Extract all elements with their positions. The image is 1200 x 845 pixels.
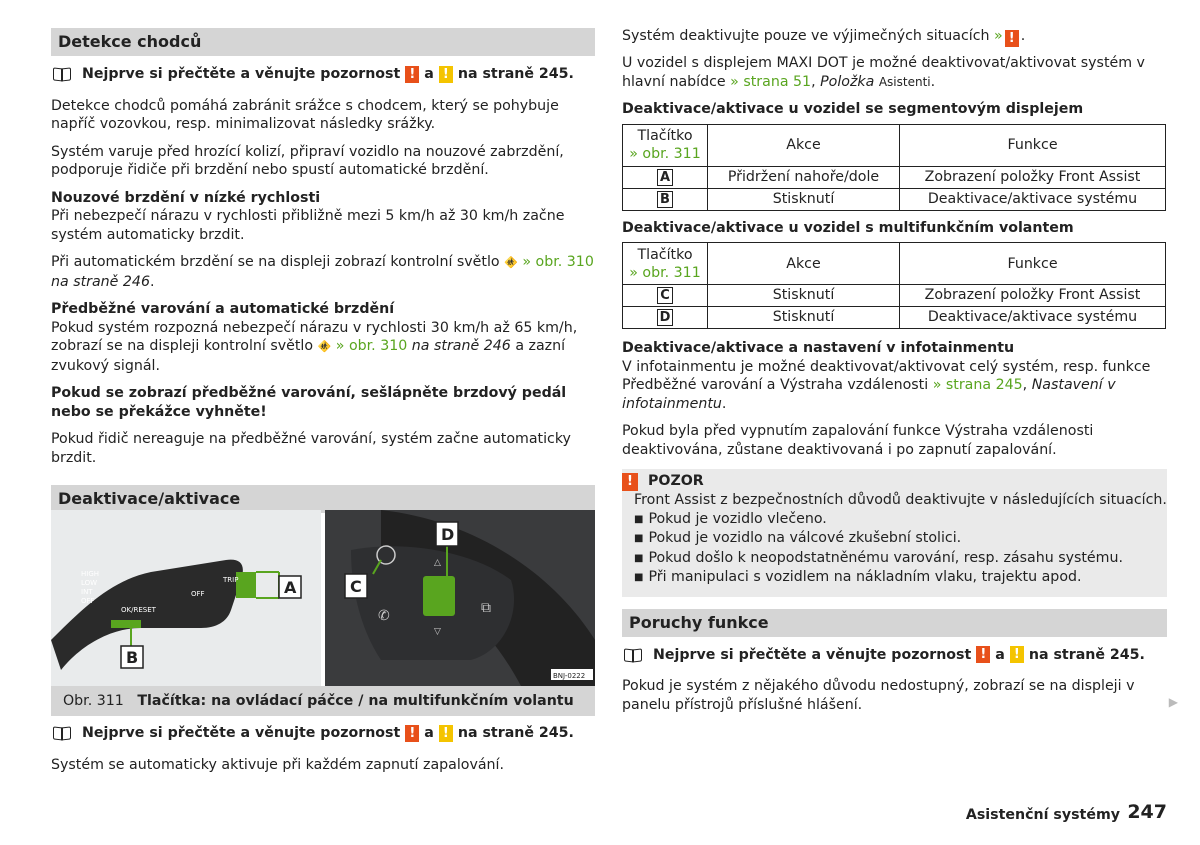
warning-red-icon: ! bbox=[1005, 30, 1019, 47]
left-column-bottom bbox=[51, 724, 595, 774]
cell-action: Přidržení nahoře/dole bbox=[708, 166, 900, 188]
warning-red-icon: ! bbox=[405, 725, 419, 742]
arrow-down-icon: ▽ bbox=[434, 627, 441, 637]
callout-label-a: A bbox=[284, 578, 297, 597]
list-item: ■ Pokud je vozidlo vlečeno. bbox=[634, 510, 1167, 530]
menu-path: Nastavení v infotainmentu bbox=[622, 377, 1116, 412]
stalk-label-off: OFF bbox=[81, 597, 95, 605]
header-button-text: Tlačítko bbox=[637, 246, 693, 263]
stalk-rocker-a bbox=[236, 572, 256, 598]
menu-item-label: Položka bbox=[820, 73, 875, 90]
exceptional-paragraph: Systém deaktivujte pouze ve výjimečných situacích » ! . bbox=[622, 28, 1026, 46]
read-first-text: Nejprve si přečtěte a věnujte pozornost bbox=[82, 725, 401, 741]
table-header-row bbox=[623, 124, 1166, 166]
page-number: 247 bbox=[1127, 801, 1167, 823]
warning-intro: Front Assist z bezpečnostních důvodů deaktivujte v následujících situacích. bbox=[634, 492, 1167, 508]
read-first-notice bbox=[51, 724, 595, 743]
warning-yellow-icon: ! bbox=[1010, 646, 1024, 663]
header-button-link[interactable]: » obr. 311 bbox=[629, 264, 701, 281]
figure-link[interactable]: » obr. 310 bbox=[522, 254, 594, 270]
callout-label-b: B bbox=[126, 648, 139, 667]
text: Pokud systém rozpozná nebezpečí nárazu v rychlosti 30 km/h až 65 km/h, zobrazí se na displeji kontrolní světlo bbox=[51, 319, 578, 354]
warning-link[interactable]: » bbox=[994, 28, 1003, 44]
bold-warning-paragraph: Pokud se zobrazí předběžné varování, sešlápněte brzdový pedál nebo se překážce vyhněte! bbox=[51, 385, 567, 420]
text: U vozidel s displejem MAXI DOT je možné deaktivovat/aktivovat systém v hlavní nabídce bbox=[622, 55, 1145, 90]
cell-key bbox=[623, 307, 708, 329]
read-first-page: na straně 245. bbox=[457, 725, 574, 741]
mode-icon: ⧉ bbox=[481, 600, 491, 616]
header-action: Akce bbox=[708, 243, 900, 285]
menu-item-name: Asistenti bbox=[878, 74, 931, 89]
text: Při automatickém brzdění se na displeji zobrazí kontrolní světlo bbox=[51, 254, 500, 270]
warning-red-icon: ! bbox=[405, 66, 419, 83]
header-function: Funkce bbox=[900, 243, 1166, 285]
read-first-notice bbox=[51, 65, 595, 84]
table-row bbox=[623, 285, 1166, 307]
cell-function: Deaktivace/aktivace systému bbox=[900, 307, 1166, 329]
stalk-label-off-2: OFF bbox=[191, 590, 205, 598]
stalk-label-int: INT bbox=[81, 588, 93, 596]
callout-label-c: C bbox=[350, 577, 362, 596]
figure-link[interactable]: » obr. 310 bbox=[335, 338, 408, 354]
figure-caption bbox=[51, 686, 595, 716]
text: a zazní zvukový signál. bbox=[51, 338, 566, 374]
warning-header bbox=[622, 469, 1167, 491]
paragraph: Při nebezpečí nárazu v rychlosti přibližně mezi 5 km/h až 30 km/h začne systém automaticky brzdit. bbox=[51, 208, 565, 243]
page-ref: na straně 246 bbox=[51, 273, 150, 290]
table-row bbox=[623, 166, 1166, 188]
figure-caption-text: Tlačítka: na ovládací páčce / na multifunkčním volantu bbox=[137, 693, 574, 709]
footer-section-title: Asistenční systémy bbox=[965, 807, 1120, 823]
page-link[interactable]: » strana 51 bbox=[730, 73, 812, 90]
warning-red-icon: ! bbox=[976, 646, 990, 663]
table-segment-display bbox=[622, 124, 1166, 211]
phone-icon: ✆ bbox=[378, 608, 390, 624]
stalk-label-low: LOW bbox=[81, 579, 98, 587]
cell-function: Zobrazení položky Front Assist bbox=[900, 166, 1166, 188]
cell-key bbox=[623, 188, 708, 210]
paragraph: Systém se automaticky aktivuje při každém zapnutí zapalování. bbox=[51, 756, 504, 773]
cell-action: Stisknutí bbox=[708, 307, 900, 329]
header-function: Funkce bbox=[900, 124, 1166, 166]
pedestrian-warning-icon: 🚸 bbox=[504, 256, 518, 269]
figure-311 bbox=[51, 510, 595, 715]
continue-arrow-icon: ▶ bbox=[1168, 695, 1178, 709]
read-first-text: Nejprve si přečtěte a věnujte pozornost bbox=[653, 646, 972, 663]
header-button bbox=[623, 124, 708, 166]
right-column bbox=[622, 27, 1167, 714]
stalk-label-trip: TRIP bbox=[223, 576, 239, 584]
read-first-and: a bbox=[424, 725, 434, 741]
cell-action: Stisknutí bbox=[708, 285, 900, 307]
read-first-page: na straně 245. bbox=[1028, 646, 1145, 663]
read-first-text: Nejprve si přečtěte a věnujte pozornost bbox=[82, 66, 401, 82]
stalk-button-b bbox=[111, 620, 141, 628]
key-tag: A bbox=[657, 169, 673, 186]
subheading: Nouzové brzdění v nízké rychlosti bbox=[51, 189, 321, 206]
cell-function: Deaktivace/aktivace systému bbox=[900, 188, 1166, 210]
text: V infotainmentu je možné deaktivovat/aktivovat celý systém, resp. funkce Předběžné varování a Výstraha vzdálenosti bbox=[622, 358, 1151, 393]
subheading: Předběžné varování a automatické brzdění bbox=[51, 301, 395, 317]
left-column bbox=[51, 0, 595, 513]
header-action: Akce bbox=[708, 124, 900, 166]
read-first-notice bbox=[622, 646, 1167, 665]
table1-title: Deaktivace/aktivace u vozidel se segmentovým displejem bbox=[622, 101, 1084, 117]
read-first-and: a bbox=[995, 646, 1005, 663]
low-speed-block bbox=[51, 189, 595, 245]
infotainment-block: Deaktivace/aktivace a nastavení v infotainmentu V infotainmentu je možné deaktivovat/aktivovat celý systém, resp. funkce Předběžné varování a Výstraha vzdálenosti » strana 245, Nastavení v infotainmentu. bbox=[622, 339, 1167, 413]
stalk-label-high: HIGH bbox=[81, 570, 100, 578]
list-item: ■ Při manipulaci s vozidlem na nákladním vlaku, trajektu apod. bbox=[634, 568, 1167, 588]
page-ref: na straně 246 bbox=[411, 338, 511, 354]
table-row bbox=[623, 188, 1166, 210]
text: Systém deaktivujte pouze ve výjimečných situacích bbox=[622, 28, 990, 44]
warning-yellow-icon: ! bbox=[439, 66, 453, 83]
table2-title: Deaktivace/aktivace u vozidel s multifunkčním volantem bbox=[622, 219, 1074, 236]
maxidot-paragraph: U vozidel s displejem MAXI DOT je možné deaktivovat/aktivovat systém v hlavní nabídce » strana 51, Položka Asistenti. bbox=[622, 55, 1145, 90]
pedestrian-warning-icon: 🚸 bbox=[317, 340, 332, 353]
header-button-text: Tlačítko bbox=[637, 128, 693, 144]
table-multifunction-wheel bbox=[622, 242, 1166, 329]
auto-brake-paragraph: Při automatickém brzdění se na displeji zobrazí kontrolní světlo 🚸 » obr. 310 na straně 246. bbox=[51, 254, 594, 290]
warning-red-icon: ! bbox=[622, 473, 638, 491]
header-button bbox=[623, 243, 708, 285]
warning-title: POZOR bbox=[648, 473, 704, 490]
paragraph: Pokud je systém z nějakého důvodu nedostupný, zobrazí se na displeji v panelu přístrojů příslušné hlášení. bbox=[622, 678, 1135, 713]
arrow-up-icon: △ bbox=[434, 558, 441, 568]
paragraph: Detekce chodců pomáhá zabránit srážce s chodcem, který se pohybuje napříč vozovkou, resp. minimalizovat následky srážky. bbox=[51, 97, 559, 132]
read-first-and: a bbox=[424, 66, 434, 82]
stalk-label-okreset: OK/RESET bbox=[121, 606, 156, 614]
list-item: ■ Pokud je vozidlo na válcové zkušební stolici. bbox=[634, 529, 1167, 549]
read-first-page: na straně 245. bbox=[457, 66, 574, 82]
warning-yellow-icon: ! bbox=[439, 725, 453, 742]
book-icon bbox=[624, 648, 643, 662]
page-link[interactable]: » strana 245 bbox=[932, 377, 1023, 393]
figure-number: Obr. 311 bbox=[63, 693, 124, 709]
section-title-malfunctions: Poruchy funkce bbox=[622, 609, 1167, 637]
table-row bbox=[623, 307, 1166, 329]
section-title-pedestrian-detection: Detekce chodců bbox=[51, 28, 595, 56]
paragraph: Systém varuje před hrozící kolizí, připraví vozidlo na nouzové zabrzdění, podporuje řidiče při brzdění nebo spustí automatické brzdění. bbox=[51, 143, 564, 178]
key-tag: D bbox=[657, 309, 673, 326]
cell-action: Stisknutí bbox=[708, 188, 900, 210]
cell-function: Zobrazení položky Front Assist bbox=[900, 285, 1166, 307]
callout-label-d: D bbox=[441, 525, 455, 544]
subheading: Deaktivace/aktivace a nastavení v infotainmentu bbox=[622, 340, 1015, 356]
header-button-link[interactable]: » obr. 311 bbox=[629, 146, 701, 162]
warning-box bbox=[622, 469, 1167, 597]
figure-illustration bbox=[51, 510, 595, 686]
table-header-row bbox=[623, 243, 1166, 285]
wheel-roller-d bbox=[423, 576, 455, 616]
pre-warning-block bbox=[51, 300, 595, 375]
key-tag: B bbox=[657, 191, 673, 208]
section-title-deactivation: Deaktivace/aktivace bbox=[51, 485, 595, 513]
list-item: ■ Pokud došlo k neopodstatněnému varování, resp. zásahu systému. bbox=[634, 549, 1167, 569]
cell-key bbox=[623, 166, 708, 188]
figure-code: BNJ-0222 bbox=[553, 672, 586, 680]
key-tag: C bbox=[657, 287, 673, 304]
paragraph: Pokud řidič nereaguje na předběžné varování, systém začne automaticky brzdit. bbox=[51, 431, 571, 466]
cell-key bbox=[623, 285, 708, 307]
warning-body bbox=[622, 491, 1167, 588]
book-icon bbox=[53, 726, 72, 740]
paragraph: Pokud byla před vypnutím zapalování funkce Výstraha vzdálenosti deaktivována, zůstane deaktivovaná i po zapnutí zapalování. bbox=[622, 423, 1094, 458]
book-icon bbox=[53, 67, 72, 81]
